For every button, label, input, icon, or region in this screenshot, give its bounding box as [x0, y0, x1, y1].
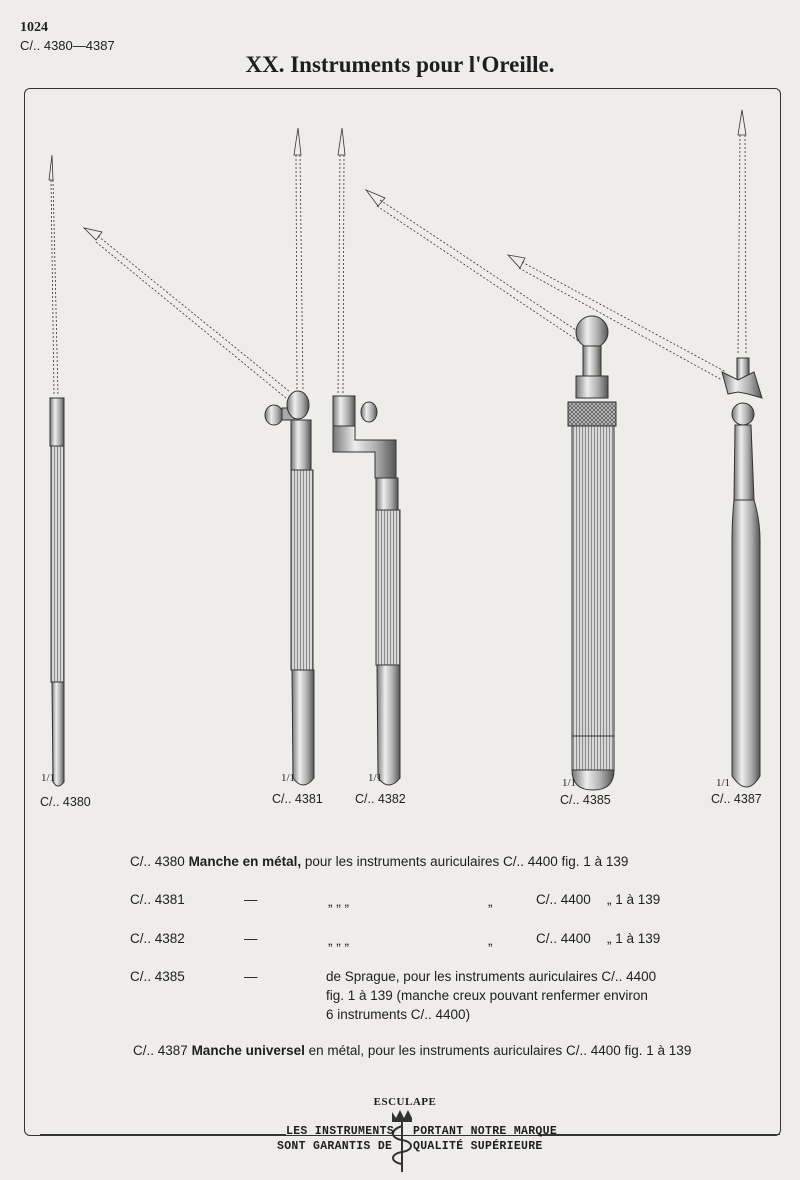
instrument-4380: [49, 155, 64, 786]
footer-text: QUALITÉ SUPÉRIEURE: [413, 1140, 543, 1153]
scale-mark-4387: 1/1: [716, 777, 731, 789]
scale-mark-4381: 1/1: [281, 772, 296, 784]
figure-label-4382: C/.. 4382: [355, 792, 406, 806]
dash: —: [244, 969, 258, 984]
scale-mark-4385: 1/1: [562, 777, 577, 789]
scale-mark-4382: 1/1: [368, 772, 383, 784]
catalog-range: C/.. 4380—4387: [20, 38, 115, 53]
description-row-4385: C/.. 4385: [130, 969, 185, 984]
page-number: 1024: [20, 20, 48, 35]
figure-range: „ 1 à 139: [607, 892, 661, 907]
description-4385-text: de Sprague, pour les instruments auriculaires C/.. 4400 fig. 1 à 139 (manche creux pouvant renfermer environ 6 instruments C/.. 4400): [326, 969, 657, 1022]
footer-rule-right: [540, 1134, 780, 1135]
figure-label-4385: C/.. 4385: [560, 793, 611, 807]
footer-rule-left: [40, 1134, 286, 1135]
figure-label-4387: C/.. 4387: [711, 792, 762, 806]
reference: C/.. 4400: [536, 931, 591, 946]
ditto: „: [488, 933, 493, 948]
instrument-4382: [333, 128, 400, 785]
ditto: „ „ „: [328, 933, 349, 948]
scale-mark-4380: 1/1: [41, 772, 56, 784]
brand-name: ESCULAPE: [373, 1096, 437, 1108]
ditto: „ „ „: [328, 894, 349, 909]
description-row-4381: C/.. 4381: [130, 892, 185, 907]
ditto: „: [488, 894, 493, 909]
instrument-4381: [84, 128, 314, 785]
figure-range: „ 1 à 139: [607, 931, 661, 946]
instrument-4385: [366, 190, 616, 790]
reference: C/.. 4400: [536, 892, 591, 907]
description-row-4382: C/.. 4382: [130, 931, 185, 946]
figure-label-4380: C/.. 4380: [40, 795, 91, 809]
dash: —: [244, 931, 258, 946]
instrument-4387: [508, 110, 762, 787]
dash: —: [244, 892, 258, 907]
description-row-4380: C/.. 4380 Manche en métal, pour les instruments auriculaires C/.. 4400 fig. 1 à 139: [130, 854, 629, 869]
description-row-4387: C/.. 4387 Manche universel en métal, pour les instruments auriculaires C/.. 4400 fig. 1 à 139: [133, 1043, 692, 1058]
figure-label-4381: C/.. 4381: [272, 792, 323, 806]
page-title: XX. Instruments pour l'Oreille.: [245, 52, 555, 77]
footer-text: SONT GARANTIS DE: [277, 1140, 393, 1153]
footer-text: PORTANT NOTRE MARQUE: [413, 1125, 558, 1138]
footer-text: LES INSTRUMENTS: [286, 1125, 395, 1138]
